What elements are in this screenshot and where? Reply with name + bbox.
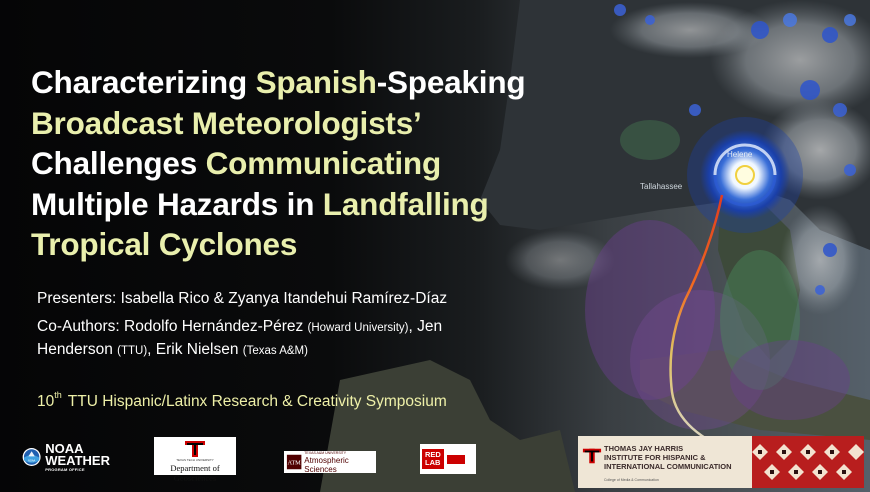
decorative-pattern-icon [752, 436, 864, 488]
texas-tech-double-t-icon [184, 440, 206, 458]
svg-text:NOAA: NOAA [28, 459, 36, 463]
presenters [37, 288, 557, 309]
coauthors-label: Co-Authors: [37, 318, 120, 335]
noaa-logo: NOAA NOAA WEATHER PROGRAM OFFICE [22, 440, 110, 474]
title-line-5: Tropical Cyclones [31, 226, 298, 262]
presenters-names: Isabella Rico & Zyanya Itandehui Ramírez-Díaz [116, 290, 448, 307]
coauthors: Co-Authors: Rodolfo Hernández-Pérez (Howard University), Jen Henderson (TTU), Erik Nielsen (Texas A&M) [37, 318, 443, 358]
title-line-4: Multiple Hazards in Landfalling [31, 185, 489, 222]
storm-label: Helene [727, 150, 753, 159]
redlab-tag [447, 455, 465, 464]
presenters-label: Presenters: [37, 290, 117, 307]
texas-tech-double-t-icon [582, 446, 602, 466]
svg-text:ATM: ATM [287, 459, 301, 467]
redlab-logo: RED LAB [420, 444, 476, 474]
title-line-1: Characterizing Spanish-Speaking [31, 64, 526, 100]
tamu-atmospheric-sciences-logo: ATM TEXAS A&M UNIVERSITY Atmospheric Sciences [284, 451, 376, 473]
slide-title [31, 62, 601, 265]
tamu-atm-icon [286, 453, 302, 471]
harris-institute-logo: THOMAS JAY HARRIS INSTITUTE FOR HISPANIC & INTERNATIONAL COMMUNICATION College of Media & Communication [578, 436, 864, 488]
title-line-2: Broadcast Meteorologists’ [31, 104, 422, 141]
ttu-geosciences-logo: TEXAS TECH UNIVERSITY Department of Geosciences [154, 437, 236, 475]
title-line-3: Challenges Communicating [31, 145, 442, 181]
symposium-line: 10th TTU Hispanic/Latinx Research & Creativity Symposium [37, 390, 447, 411]
noaa-emblem-icon [22, 442, 41, 472]
city-label: Tallahassee [640, 182, 683, 191]
